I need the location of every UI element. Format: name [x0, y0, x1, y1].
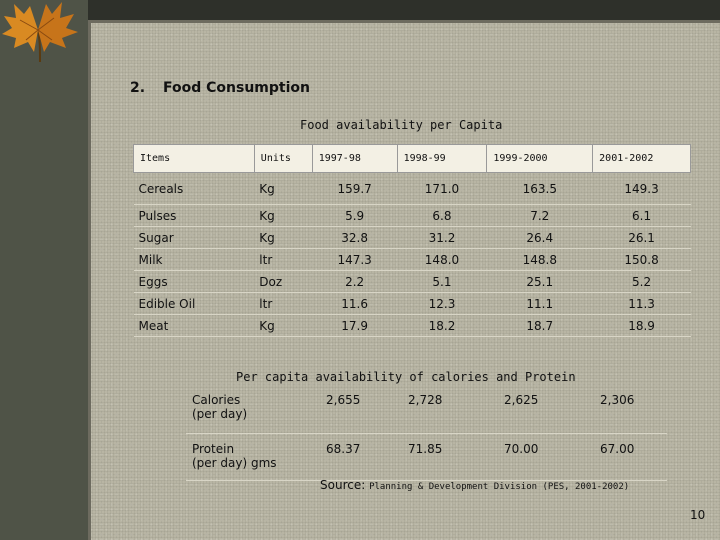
value-cell: 148.8: [487, 249, 593, 271]
value-cell: 26.1: [593, 227, 691, 249]
header-1998-99: 1998-99: [397, 145, 487, 173]
table1-title: Food availability per Capita: [300, 118, 503, 132]
table2-title: Per capita availability of calories and Protein: [236, 370, 576, 384]
value-cell: 71.85: [394, 434, 490, 481]
section-number: 2.: [130, 80, 146, 96]
value-cell: 18.7: [487, 315, 593, 337]
item-cell: Milk: [134, 249, 255, 271]
table-row: [186, 385, 667, 434]
value-cell: 2,625: [490, 385, 586, 434]
item-cell: Meat: [134, 315, 255, 337]
value-cell: 2,306: [586, 385, 667, 434]
value-cell: 11.1: [487, 293, 593, 315]
header-1997-98: 1997-98: [312, 145, 397, 173]
value-cell: 70.00: [490, 434, 586, 481]
table-row: [134, 293, 691, 315]
unit-cell: Doz: [254, 271, 312, 293]
item-cell: Sugar: [134, 227, 255, 249]
row-label: [186, 434, 312, 481]
section-title: Food Consumption: [163, 80, 310, 96]
value-cell: 18.9: [593, 315, 691, 337]
value-cell: 150.8: [593, 249, 691, 271]
value-cell: 2.2: [312, 271, 397, 293]
unit-cell: Kg: [254, 227, 312, 249]
calories-protein-table: [186, 385, 667, 481]
value-cell: 18.2: [397, 315, 487, 337]
unit-cell: ltr: [254, 293, 312, 315]
source-text: Planning & Development Division (PES, 2001-2002): [369, 482, 630, 492]
header-2001-2002: 2001-2002: [593, 145, 691, 173]
header-units: Units: [254, 145, 312, 173]
value-cell: 11.6: [312, 293, 397, 315]
value-cell: 148.0: [397, 249, 487, 271]
value-cell: 11.3: [593, 293, 691, 315]
value-cell: 6.1: [593, 205, 691, 227]
page-number: 10: [690, 508, 706, 522]
value-cell: 6.8: [397, 205, 487, 227]
table-row: [134, 249, 691, 271]
unit-cell: Kg: [254, 315, 312, 337]
table-row: [134, 271, 691, 293]
table-row: [134, 315, 691, 337]
food-availability-table: [133, 144, 691, 337]
item-cell: Edible Oil: [134, 293, 255, 315]
header-items: Items: [134, 145, 255, 173]
table-row: [134, 173, 691, 205]
value-cell: 26.4: [487, 227, 593, 249]
table1-header-row: [134, 145, 691, 173]
value-cell: 25.1: [487, 271, 593, 293]
table-row: [134, 205, 691, 227]
row-label-line2: (per day): [192, 407, 248, 421]
unit-cell: Kg: [254, 173, 312, 205]
value-cell: 5.2: [593, 271, 691, 293]
table-row: [186, 434, 667, 481]
top-decorative-bar: [88, 0, 720, 20]
row-label-line1: Calories: [192, 393, 241, 407]
row-label-line2: (per day) gms: [192, 456, 277, 470]
value-cell: 5.9: [312, 205, 397, 227]
value-cell: 2,655: [312, 385, 394, 434]
value-cell: 32.8: [312, 227, 397, 249]
source-label: Source:: [320, 478, 366, 492]
value-cell: 68.37: [312, 434, 394, 481]
value-cell: 163.5: [487, 173, 593, 205]
value-cell: 5.1: [397, 271, 487, 293]
unit-cell: ltr: [254, 249, 312, 271]
value-cell: 147.3: [312, 249, 397, 271]
value-cell: 17.9: [312, 315, 397, 337]
value-cell: 31.2: [397, 227, 487, 249]
item-cell: Eggs: [134, 271, 255, 293]
value-cell: 7.2: [487, 205, 593, 227]
item-cell: Cereals: [134, 173, 255, 205]
value-cell: 159.7: [312, 173, 397, 205]
source-note: [320, 478, 629, 492]
maple-leaf-icon: [0, 0, 88, 64]
item-cell: Pulses: [134, 205, 255, 227]
value-cell: 171.0: [397, 173, 487, 205]
row-label: [186, 385, 312, 434]
value-cell: 67.00: [586, 434, 667, 481]
value-cell: 2,728: [394, 385, 490, 434]
value-cell: 12.3: [397, 293, 487, 315]
left-decorative-bar: [0, 0, 88, 540]
value-cell: 149.3: [593, 173, 691, 205]
header-1999-2000: 1999-2000: [487, 145, 593, 173]
unit-cell: Kg: [254, 205, 312, 227]
row-label-line1: Protein: [192, 442, 235, 456]
table-row: [134, 227, 691, 249]
